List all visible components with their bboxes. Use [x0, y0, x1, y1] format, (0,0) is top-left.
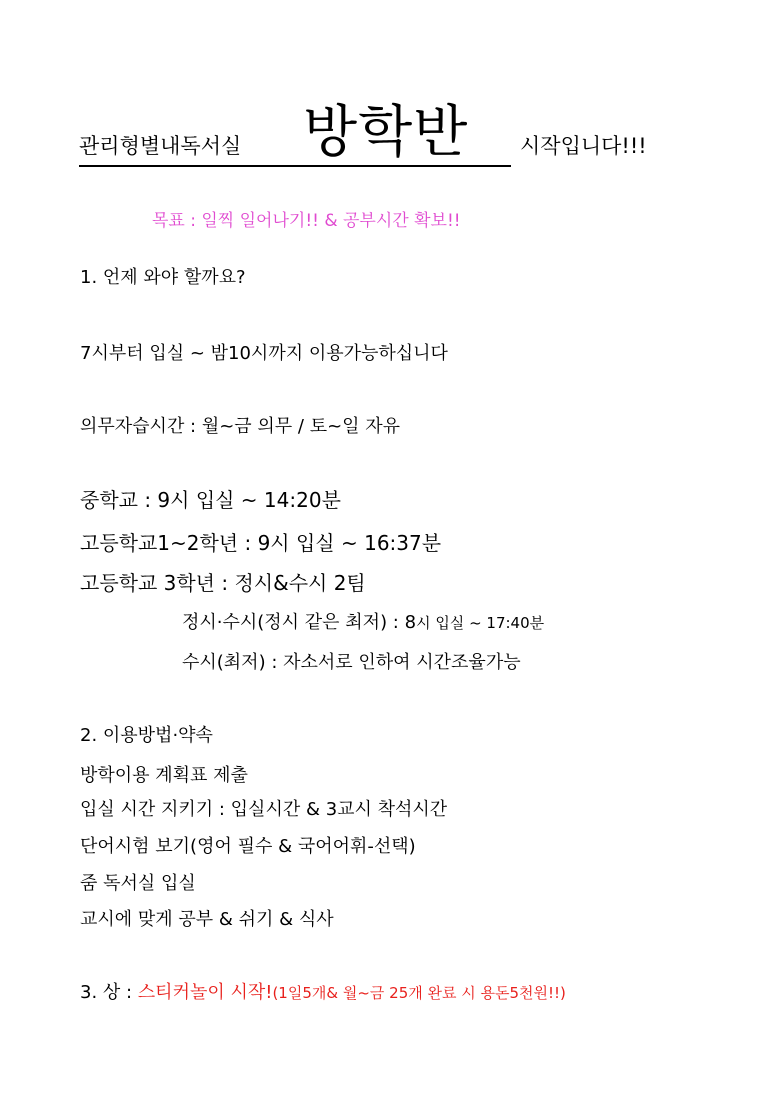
header-prefix: 관리형별내독서실: [79, 134, 242, 158]
mandatory-study-time: 의무자습시간 : 월~금 의무 / 토~일 자유: [80, 416, 401, 437]
high-school-3-regular-label: 정시·수시(정시 같은 최저) : 8: [182, 612, 417, 633]
rule-item: 입실 시간 지키기 : 입실시간 & 3교시 착석시간: [80, 799, 448, 820]
section2-heading: 2. 이용방법·약속: [80, 725, 213, 746]
header-title: 방학반: [303, 100, 469, 165]
high-school-3-regular-schedule: [182, 608, 544, 634]
reward-detail: (1일5개& 월~금 25개 완료 시 용돈5천원!!): [272, 984, 566, 1002]
rule-item: 방학이용 계획표 제출: [80, 765, 248, 786]
section3-reward: [80, 978, 566, 1004]
high-school-1-2-schedule: 고등학교1~2학년 : 9시 입실 ~ 16:37분: [80, 531, 442, 555]
high-school-3-early-schedule: 수시(최저) : 자소서로 인하여 시간조율가능: [182, 652, 521, 673]
rule-item: 줌 독서실 입실: [80, 873, 196, 894]
operating-hours: 7시부터 입실 ~ 밤10시까지 이용가능하십니다: [80, 343, 448, 364]
goal-text: 목표 : 일찍 일어나기!! & 공부시간 확보!!: [152, 211, 461, 231]
section1-heading: 1. 언제 와야 할까요?: [80, 267, 246, 288]
rule-item: 단어시험 보기(영어 필수 & 국어어휘-선택): [80, 836, 416, 857]
header-underline: [79, 165, 511, 167]
rule-item: 교시에 맞게 공부 & 쉬기 & 식사: [80, 909, 334, 930]
high-school-3-regular-time: 시 입실 ~ 17:40분: [416, 614, 545, 632]
header-suffix: 시작입니다!!!: [520, 134, 647, 158]
high-school-3-schedule: 고등학교 3학년 : 정시&수시 2팀: [80, 571, 366, 595]
sticker-game-highlight: 스티커놀이 시작!: [137, 982, 273, 1003]
middle-school-schedule: 중학교 : 9시 입실 ~ 14:20분: [80, 488, 341, 512]
section3-label: 3. 상 :: [80, 982, 138, 1003]
